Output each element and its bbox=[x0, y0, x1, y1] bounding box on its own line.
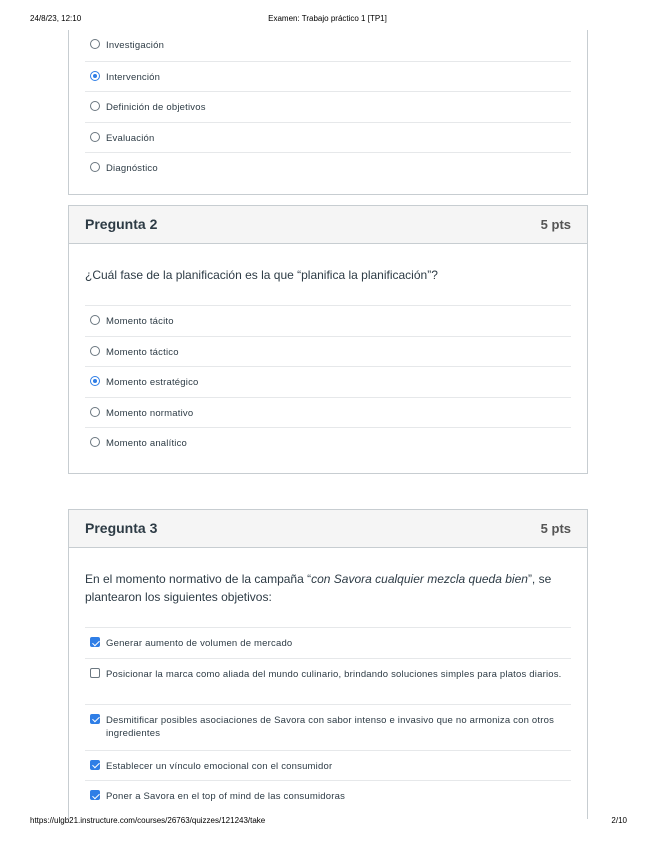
answer-label: Poner a Savora en el top of mind de las consumidoras bbox=[106, 791, 346, 802]
question-text-italic: con Savora cualquier mezcla queda bien bbox=[311, 572, 528, 586]
print-page-number: 2/10 bbox=[611, 816, 627, 825]
question-2-card bbox=[68, 205, 588, 474]
answer-option[interactable] bbox=[85, 61, 571, 92]
answer-label: Evaluación bbox=[106, 132, 155, 144]
answer-label: Momento analítico bbox=[106, 438, 188, 449]
answer-option[interactable] bbox=[85, 91, 571, 122]
question-header bbox=[69, 206, 587, 244]
answer-option[interactable] bbox=[85, 704, 571, 750]
radio-button[interactable] bbox=[90, 101, 100, 111]
question-3-answers bbox=[85, 627, 571, 811]
print-url: https://ulgb21.instructure.com/courses/26763/quizzes/121243/take bbox=[30, 816, 266, 825]
question-2-answers bbox=[85, 305, 571, 458]
question-points: 5 pts bbox=[540, 217, 571, 232]
question-title: Pregunta 3 bbox=[85, 520, 158, 536]
print-datetime: 24/8/23, 12:10 bbox=[30, 14, 82, 23]
answer-label: Generar aumento de volumen de mercado bbox=[106, 638, 293, 649]
answer-label: Intervención bbox=[106, 71, 161, 83]
radio-button[interactable] bbox=[90, 162, 100, 172]
print-footer bbox=[0, 816, 655, 830]
answer-option[interactable] bbox=[85, 627, 571, 658]
question-points: 5 pts bbox=[540, 521, 571, 536]
answer-label: Momento táctico bbox=[106, 346, 179, 358]
answer-label: Investigación bbox=[106, 40, 165, 51]
answer-option[interactable] bbox=[85, 366, 571, 397]
radio-button[interactable] bbox=[90, 346, 100, 356]
radio-button[interactable] bbox=[90, 315, 100, 325]
checkbox-checked[interactable] bbox=[90, 714, 100, 724]
answer-option[interactable] bbox=[85, 30, 571, 61]
question-1-card bbox=[68, 30, 588, 195]
question-title: Pregunta 2 bbox=[85, 216, 158, 232]
answer-label: Establecer un vínculo emocional con el consumidor bbox=[106, 760, 333, 772]
answer-label: Momento tácito bbox=[106, 316, 174, 327]
question-text-end: ”, se plantearon los siguientes objetivos: bbox=[85, 572, 552, 604]
radio-button[interactable] bbox=[90, 39, 100, 49]
answer-label: Momento estratégico bbox=[106, 377, 199, 388]
answer-label: Definición de objetivos bbox=[106, 102, 206, 113]
checkbox-checked[interactable] bbox=[90, 790, 100, 800]
answer-option[interactable] bbox=[85, 780, 571, 811]
answer-label: Posicionar la marca como aliada del mundo culinario, brindando soluciones simples para platos diarios. bbox=[106, 668, 562, 680]
answer-label: Momento normativo bbox=[106, 407, 194, 419]
answer-label: Desmitificar posibles asociaciones de Savora con sabor intenso e invasivo que no armoniza con otros ingredientes bbox=[106, 714, 555, 739]
answer-option[interactable] bbox=[85, 397, 571, 428]
checkbox-checked[interactable] bbox=[90, 760, 100, 770]
radio-button[interactable] bbox=[90, 132, 100, 142]
answer-option[interactable] bbox=[85, 305, 571, 336]
checkbox-checked[interactable] bbox=[90, 637, 100, 647]
answer-label: Diagnóstico bbox=[106, 163, 158, 174]
question-text-start: En el momento normativo de la campaña “ bbox=[85, 572, 312, 586]
answer-option[interactable] bbox=[85, 750, 571, 781]
answer-option[interactable] bbox=[85, 122, 571, 153]
radio-button-selected[interactable] bbox=[90, 71, 100, 81]
question-1-answers bbox=[85, 30, 571, 183]
radio-button-selected[interactable] bbox=[90, 376, 100, 386]
print-title: Examen: Trabajo práctico 1 [TP1] bbox=[268, 14, 387, 23]
question-text: ¿Cuál fase de la planificación es la que “planifica la planificación”? bbox=[85, 268, 438, 282]
print-header bbox=[0, 14, 655, 28]
answer-option[interactable] bbox=[85, 336, 571, 367]
question-3-card bbox=[68, 509, 588, 819]
radio-button[interactable] bbox=[90, 407, 100, 417]
question-header bbox=[69, 510, 587, 548]
answer-option[interactable] bbox=[85, 658, 571, 704]
radio-button[interactable] bbox=[90, 437, 100, 447]
answer-option[interactable] bbox=[85, 427, 571, 458]
question-text bbox=[69, 548, 587, 606]
checkbox[interactable] bbox=[90, 668, 100, 678]
answer-option[interactable] bbox=[85, 152, 571, 183]
